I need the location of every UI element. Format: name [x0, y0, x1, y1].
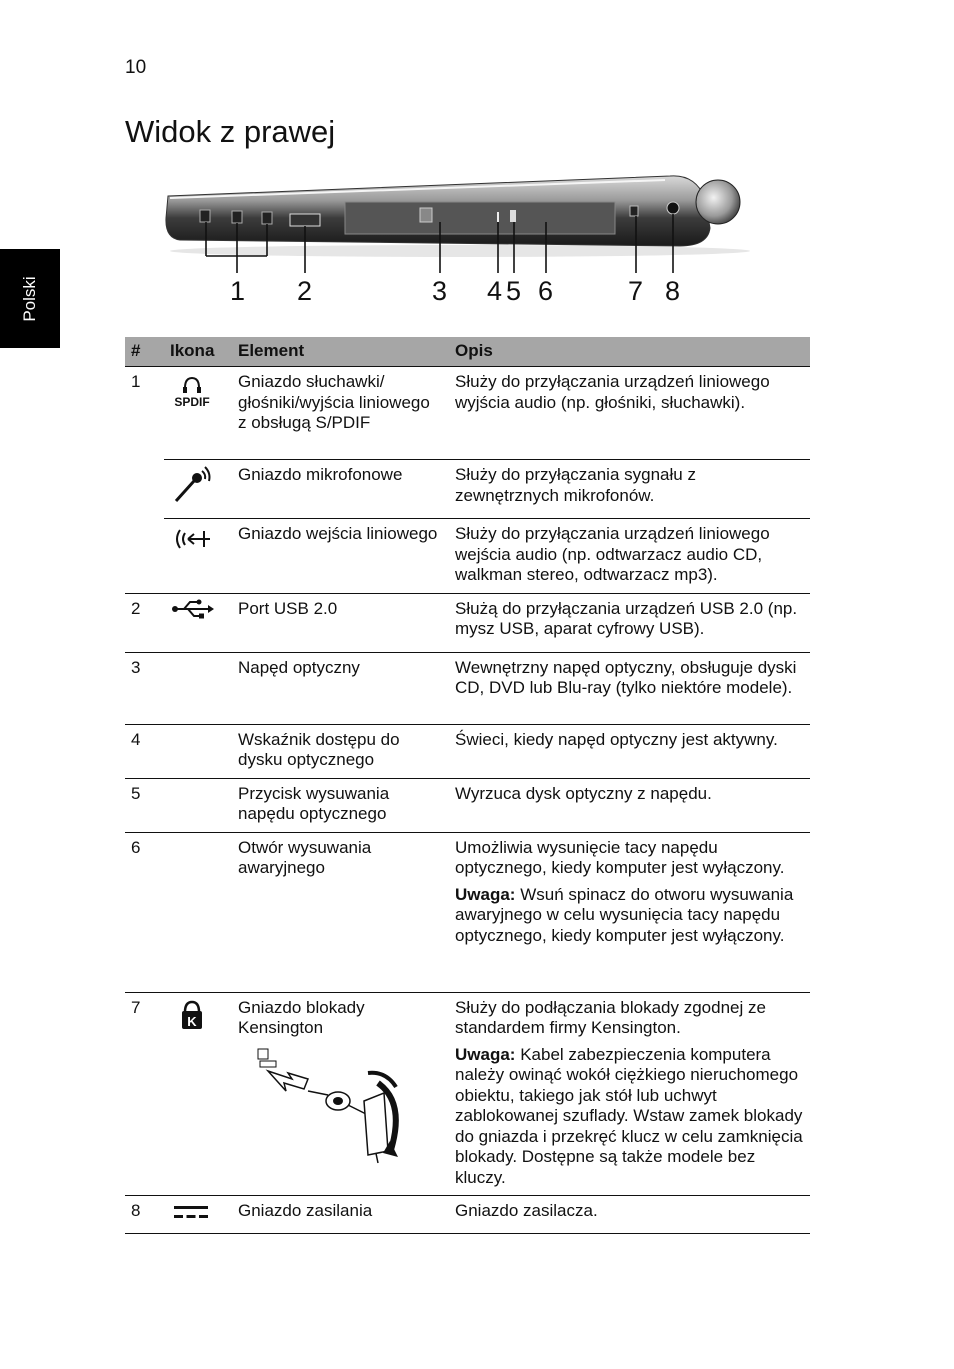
row-desc-cell	[449, 832, 810, 992]
row-desc: Umożliwia wysunięcie tacy napędu optycznego, kiedy komputer jest wyłączony.	[455, 837, 785, 877]
row-desc: Świeci, kiedy napęd optyczny jest aktywny.	[449, 724, 810, 778]
language-tab-label: Polski	[20, 275, 39, 322]
callout-1: 1	[230, 276, 246, 306]
page-number: 10	[125, 57, 147, 78]
row-num: 8	[125, 1196, 164, 1234]
row-icon	[164, 724, 232, 778]
row-element: Port USB 2.0	[232, 593, 449, 652]
row-element: Gniazdo zasilania	[232, 1196, 449, 1234]
svg-text:K: K	[187, 1013, 197, 1029]
table-row	[125, 519, 810, 594]
header-element: Element	[232, 337, 449, 367]
row-desc-cell	[449, 992, 810, 1196]
header-desc: Opis	[449, 337, 810, 367]
row-icon	[164, 652, 232, 724]
jack-line-in	[262, 212, 272, 224]
table-header	[125, 337, 810, 367]
note-text: Wsuń spinacz do otworu wysuwania awaryjnego w celu wysunięcia tacy napędu optycznego, kiedy komputer jest wyłączony.	[455, 884, 794, 945]
callout-7: 7	[628, 276, 644, 306]
ports-table	[125, 337, 810, 1234]
row-element-cell	[232, 992, 449, 1196]
row-note	[455, 1045, 804, 1189]
laptop-right-side-figure	[160, 158, 750, 308]
callout-6: 6	[538, 276, 554, 306]
row-element: Przycisk wysuwania napędu optycznego	[232, 778, 449, 832]
row-desc: Wewnętrzny napęd optyczny, obsługuje dyski CD, DVD lub Blu-ray (tylko niektóre modele).	[449, 652, 810, 724]
row-num	[125, 519, 164, 594]
hinge-knob	[696, 180, 740, 224]
kensington-illustration	[238, 1043, 408, 1171]
row-element: Gniazdo mikrofonowe	[232, 460, 449, 519]
row-desc: Służy do przyłączania urządzeń liniowego wejścia audio (np. odtwarzacz audio CD, walkman stereo, odtwarzacz mp3).	[449, 519, 810, 594]
row-num: 4	[125, 724, 164, 778]
line-in-icon	[164, 519, 232, 594]
note-label: Uwaga:	[455, 884, 516, 904]
row-desc: Gniazdo zasilacza.	[449, 1196, 810, 1234]
row-num: 2	[125, 593, 164, 652]
table-row	[125, 593, 810, 652]
table-row	[125, 992, 810, 1196]
table-row	[125, 460, 810, 519]
row-desc: Służy do przyłączania urządzeń liniowego wyjścia audio (np. głośniki, słuchawki).	[449, 367, 810, 460]
table-row	[125, 778, 810, 832]
row-element: Gniazdo wejścia liniowego	[232, 519, 449, 594]
headphones-spdif-icon	[164, 367, 232, 460]
row-desc: Służą do przyłączania urządzeń USB 2.0 (np. mysz USB, aparat cyfrowy USB).	[449, 593, 810, 652]
callout-8: 8	[665, 276, 681, 306]
table-row	[125, 1196, 810, 1234]
row-desc: Służy do podłączania blokady zgodnej ze standardem firmy Kensington.	[455, 997, 766, 1037]
table-row	[125, 367, 810, 460]
row-num: 6	[125, 832, 164, 992]
optical-drive	[345, 202, 615, 234]
dc-in-icon	[164, 1196, 232, 1234]
row-icon	[164, 778, 232, 832]
row-element: Otwór wysuwania awaryjnego	[232, 832, 449, 992]
drive-logo	[420, 208, 432, 222]
header-icon: Ikona	[164, 337, 232, 367]
row-num: 5	[125, 778, 164, 832]
note-label: Uwaga:	[455, 1044, 516, 1064]
eject-button	[510, 210, 516, 222]
row-element: Napęd optyczny	[232, 652, 449, 724]
kensington-lock-icon	[164, 992, 232, 1196]
header-num: #	[125, 337, 164, 367]
row-num	[125, 460, 164, 519]
language-tab	[0, 249, 60, 348]
row-element: Wskaźnik dostępu do dysku optycznego	[232, 724, 449, 778]
callout-4: 4	[487, 276, 503, 306]
row-element: Gniazdo słuchawki/ głośniki/wyjścia liniowego z obsługą S/PDIF	[232, 367, 449, 460]
row-num: 7	[125, 992, 164, 1196]
note-text: Kabel zabezpieczenia komputera należy owinąć wokół ciężkiego nieruchomego obiektu, takiego jak stół lub uchwyt zablokowanej szuflady. Wstaw zamek blokady do gniazda i przekręć klucz w celu zamknięcia blokady. Dostępne są także modele bez kluczy.	[455, 1044, 803, 1187]
usb-port	[290, 214, 320, 226]
page-title: Widok z prawej	[125, 114, 336, 149]
table-row	[125, 724, 810, 778]
laptop-illustration	[160, 158, 750, 308]
row-element: Gniazdo blokady Kensington	[238, 997, 365, 1037]
spdif-label: SPDIF	[174, 395, 210, 409]
jack-microphone	[232, 211, 242, 223]
table-row	[125, 832, 810, 992]
row-num: 1	[125, 367, 164, 460]
row-icon	[164, 832, 232, 992]
table-row	[125, 652, 810, 724]
callout-5: 5	[506, 276, 522, 306]
row-num: 3	[125, 652, 164, 724]
microphone-icon	[164, 460, 232, 519]
row-note	[455, 885, 804, 947]
jack-headphone	[200, 210, 210, 222]
callout-3: 3	[432, 276, 448, 306]
callout-2: 2	[297, 276, 313, 306]
kensington-slot	[630, 206, 638, 216]
usb-icon	[164, 593, 232, 652]
dc-in-jack	[667, 202, 679, 214]
row-desc: Służy do przyłączania sygnału z zewnętrznych mikrofonów.	[449, 460, 810, 519]
row-desc: Wyrzuca dysk optyczny z napędu.	[449, 778, 810, 832]
